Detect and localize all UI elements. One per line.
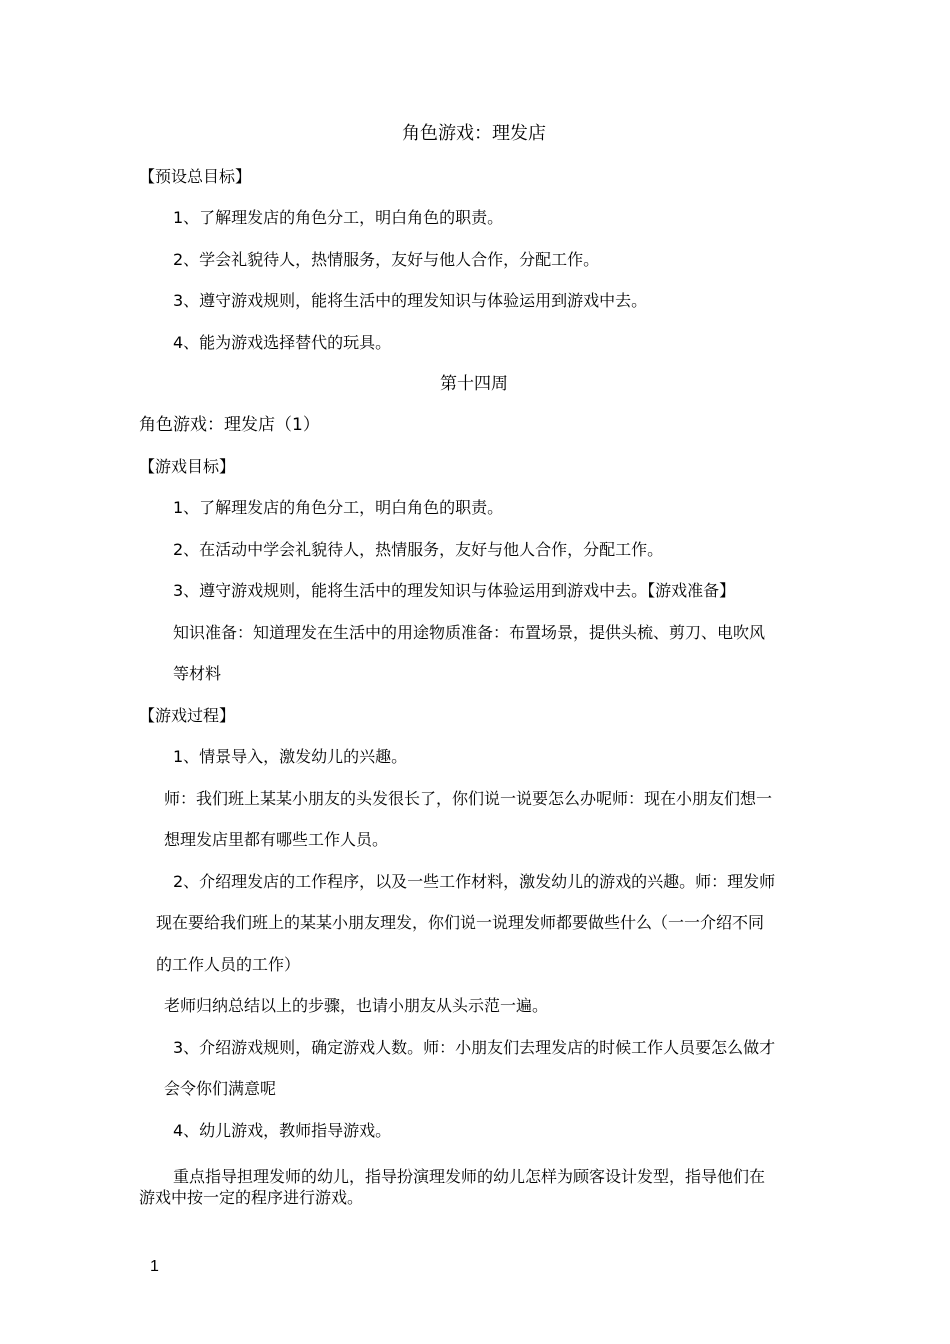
overall-goal-item: 2、学会礼貌待人，热情服务，友好与他人合作，分配工作。 [173,250,600,269]
overall-goal-item: 3、遵守游戏规则，能将生活中的理发知识与体验运用到游戏中去。 [173,291,648,310]
game-goal-item: 2、在活动中学会礼貌待人，热情服务，友好与他人合作，分配工作。 [173,540,664,559]
game-goal-item: 3、遵守游戏规则，能将生活中的理发知识与体验运用到游戏中去。【游戏准备】 [173,581,736,600]
game-goals-heading: 【游戏目标】 [139,457,236,476]
focus-line: 重点指导担理发师的幼儿，指导扮演理发师的幼儿怎样为顾客设计发型，指导他们在 [173,1167,766,1186]
process-line: 师：我们班上某某小朋友的头发很长了，你们说一说要怎么办呢师：现在小朋友们想一 [164,789,773,808]
process-line: 的工作人员的工作） [156,955,301,974]
process-line: 老师归纳总结以上的步骤，也请小朋友从头示范一遍。 [164,996,549,1015]
overall-goal-item: 4、能为游戏选择替代的玩具。 [173,333,392,352]
overall-goals-heading: 【预设总目标】 [139,167,252,186]
process-line: 1、情景导入，激发幼儿的兴趣。 [173,747,408,766]
process-line: 4、幼儿游戏，教师指导游戏。 [173,1121,392,1140]
process-heading: 【游戏过程】 [139,706,236,725]
game-title: 角色游戏：理发店（1） [139,415,320,435]
preparation-line: 等材料 [173,664,222,683]
process-line: 想理发店里都有哪些工作人员。 [164,830,389,849]
process-line: 现在要给我们班上的某某小朋友理发，你们说一说理发师都要做些什么（一一介绍不同 [156,913,765,932]
page-number: 1 [150,1258,159,1275]
process-line: 3、介绍游戏规则，确定游戏人数。师：小朋友们去理发店的时候工作人员要怎么做才 [173,1038,776,1057]
document-title: 角色游戏：理发店 [402,123,546,144]
process-line: 2、介绍理发店的工作程序，以及一些工作材料，激发幼儿的游戏的兴趣。师：理发师 [173,872,776,891]
focus-line: 游戏中按一定的程序进行游戏。 [139,1188,364,1207]
preparation-line: 知识准备：知道理发在生活中的用途物质准备：布置场景，提供头梳、剪刀、电吹风 [173,623,766,642]
process-line: 会令你们满意呢 [164,1079,277,1098]
overall-goal-item: 1、了解理发店的角色分工，明白角色的职责。 [173,208,504,227]
week-heading: 第十四周 [440,374,508,394]
game-goal-item: 1、了解理发店的角色分工，明白角色的职责。 [173,498,504,517]
